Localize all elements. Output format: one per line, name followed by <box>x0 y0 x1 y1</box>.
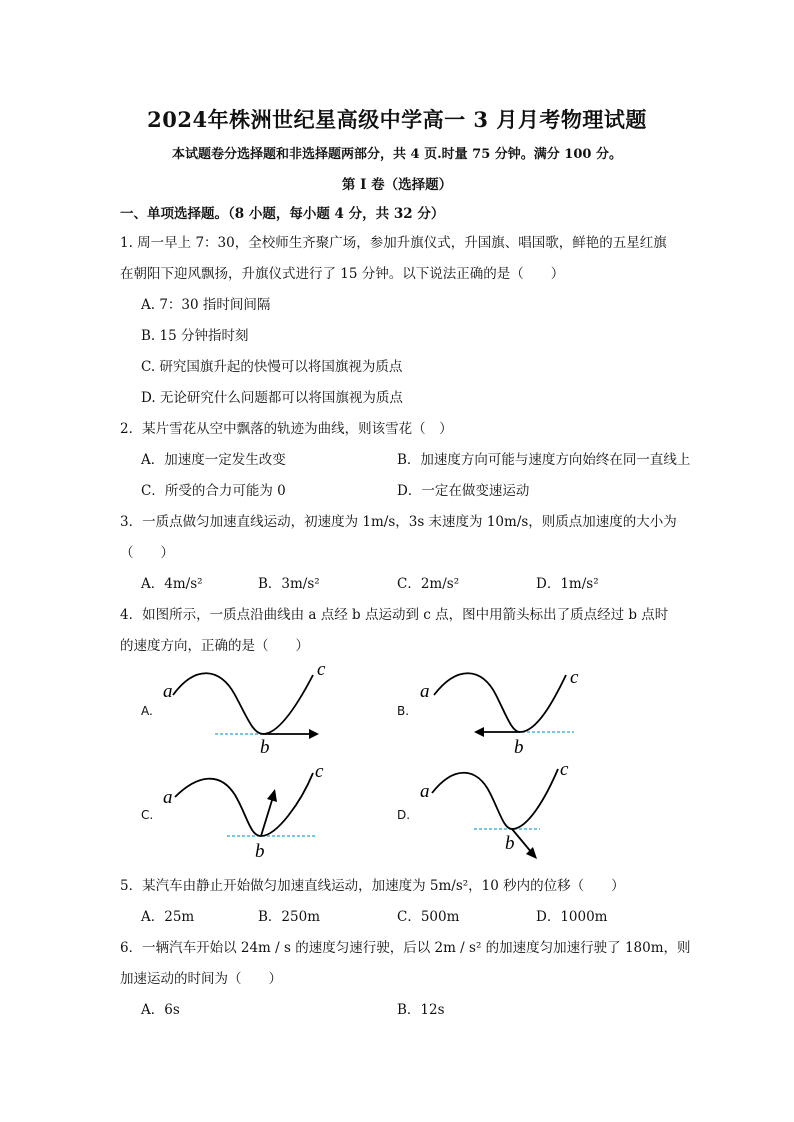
q4-stem-line1: 4．如图所示，一质点沿曲线由 a 点经 b 点运动到 c 点，图中用箭头标出了质点经过 b 点时 <box>120 607 669 623</box>
q1-option-a: A. 7：30 指时间间隔 <box>141 297 271 313</box>
q5-option-b: B．250m <box>258 909 320 925</box>
q4-d-point-a: a <box>420 781 430 802</box>
q1-stem-line2: 在朝阳下迎风飘扬，升旗仪式进行了 15 分钟。以下说法正确的是（ ） <box>120 266 565 282</box>
q6-stem-line1: 6．一辆汽车开始以 24m / s 的速度匀速行驶，后以 2m / s² 的加速度匀加速行驶了 180m，则 <box>120 940 691 956</box>
q3-stem-line1: 3．一质点做匀加速直线运动，初速度为 1m/s，3s 末速度为 10m/s，则质点加速度的大小为 <box>120 514 677 530</box>
q1-option-c: C. 研究国旗升起的快慢可以将国旗视为质点 <box>141 359 403 375</box>
q4-c-arrow-shaft <box>261 797 273 836</box>
q4-a-curve <box>173 673 313 734</box>
q1-option-d: D. 无论研究什么问题都可以将国旗视为质点 <box>141 390 403 406</box>
q3-option-c: C．2m/s² <box>397 576 460 592</box>
q4-b-curve <box>434 673 566 732</box>
q2-option-b: B．加速度方向可能与速度方向始终在同一直线上 <box>397 452 691 468</box>
q4-option-a-label: A. <box>141 704 153 718</box>
q3-stem-line2: （ ） <box>120 545 174 561</box>
q2-stem: 2．某片雪花从空中飘落的轨迹为曲线，则该雪花（ ） <box>120 421 453 437</box>
q4-diagram-c <box>155 757 335 867</box>
q4-b-point-a: a <box>420 681 430 702</box>
q4-b-arrow-head <box>474 727 484 737</box>
q4-b-point-c: c <box>570 667 579 688</box>
section-title: 一、单项选择题。（8 小题，每小题 4 分，共 32 分） <box>120 206 445 222</box>
q4-c-point-a: a <box>163 787 173 808</box>
q4-a-point-a: a <box>163 681 173 702</box>
q2-option-a: A．加速度一定发生改变 <box>141 452 286 468</box>
q6-option-b: B．12s <box>397 1002 445 1018</box>
q3-option-b: B．3m/s² <box>258 576 320 592</box>
q2-option-d: D．一定在做变速运动 <box>397 483 530 499</box>
q4-stem-line2: 的速度方向，正确的是（ ） <box>120 638 309 654</box>
q4-d-arrow-shaft <box>512 829 532 853</box>
q4-a-point-b: b <box>260 737 270 758</box>
q1-option-b: B. 15 分钟指时刻 <box>141 328 249 344</box>
q2-option-c: C．所受的合力可能为 0 <box>141 483 286 499</box>
q4-diagram-b <box>412 655 592 760</box>
q4-diagram-a <box>155 655 335 760</box>
q3-option-d: D．1m/s² <box>536 576 599 592</box>
q4-option-c-label: C. <box>141 808 154 822</box>
q4-b-point-b: b <box>514 737 524 758</box>
exam-title: 2024年株洲世纪星高级中学高一 3 月月考物理试题 <box>147 107 647 132</box>
q4-c-arrow-head <box>267 789 277 802</box>
q4-option-b-label: B. <box>397 704 410 718</box>
q4-d-point-c: c <box>560 759 569 780</box>
q4-c-curve <box>175 773 313 836</box>
q6-option-a: A．6s <box>141 1002 180 1018</box>
q1-stem-line1: 1. 周一早上 7：30，全校师生齐聚广场，参加升旗仪式，升国旗、唱国歌，鲜艳的五星红旗 <box>120 235 667 251</box>
q4-c-point-c: c <box>315 761 324 782</box>
part-title: 第 I 卷（选择题） <box>341 177 453 193</box>
q4-a-arrow-head <box>309 729 319 739</box>
q4-d-point-b: b <box>505 833 515 854</box>
exam-subtitle: 本试题卷分选择题和非选择题两部分，共 4 页.时量 75 分钟。满分 100 分。 <box>172 147 622 162</box>
q4-d-curve <box>432 769 558 829</box>
q5-stem: 5．某汽车由静止开始做匀加速直线运动，加速度为 5m/s²，10 秒内的位移（ ） <box>120 878 625 894</box>
q5-option-d: D．1000m <box>536 909 608 925</box>
q5-option-c: C．500m <box>397 909 460 925</box>
q5-option-a: A．25m <box>141 909 195 925</box>
q4-a-point-c: c <box>317 659 326 680</box>
q4-option-d-label: D. <box>397 808 411 822</box>
q4-diagram-d <box>412 757 592 867</box>
q4-c-point-b: b <box>255 841 265 862</box>
q3-option-a: A．4m/s² <box>141 576 203 592</box>
q6-stem-line2: 加速运动的时间为（ ） <box>120 971 282 987</box>
